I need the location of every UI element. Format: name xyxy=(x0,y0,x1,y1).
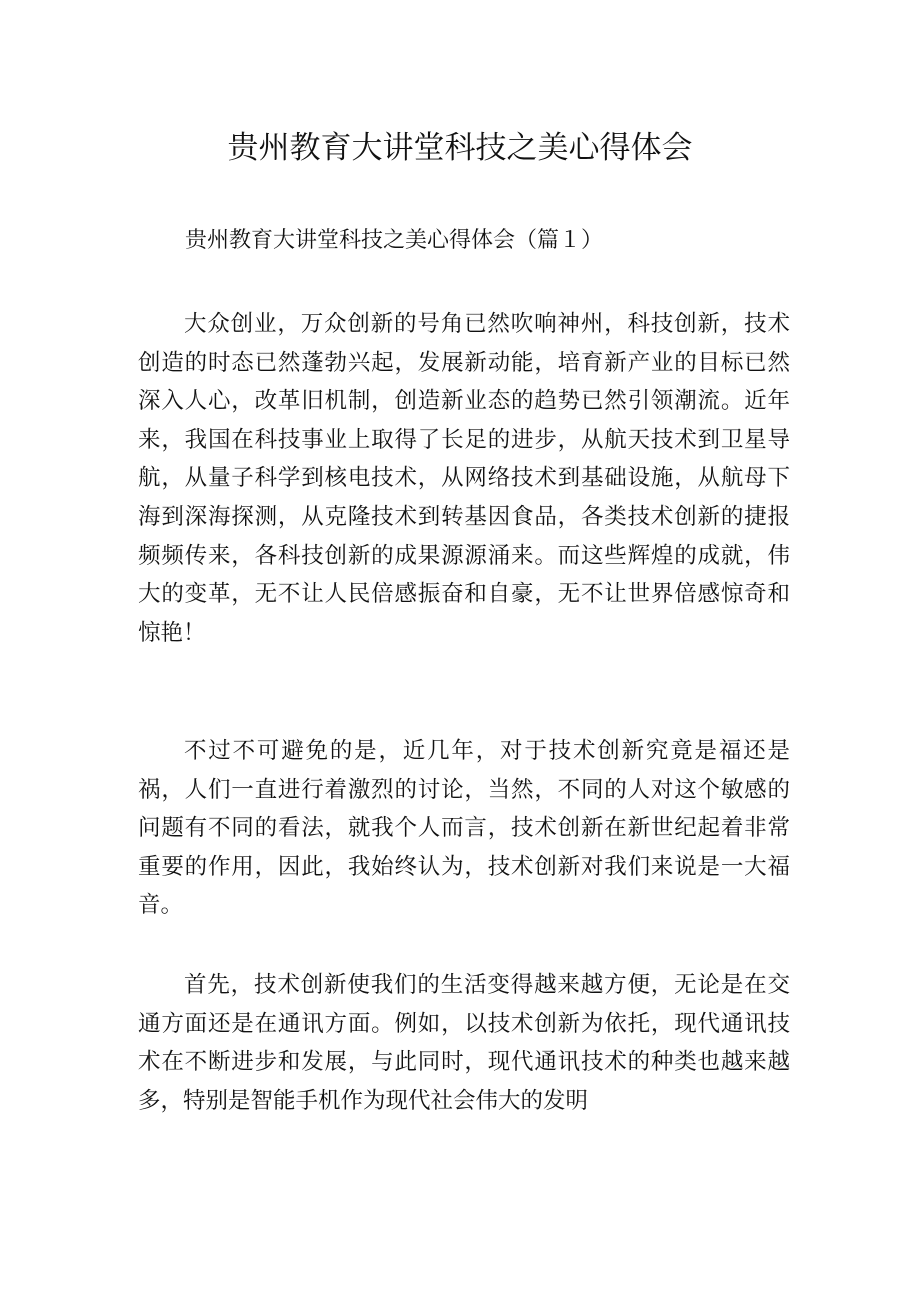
paragraph-1: 大众创业，万众创新的号角已然吹响神州，科技创新，技术创造的时态已然蓬勃兴起，发展新动能，培育新产业的目标已然深入人心，改革旧机制，创造新业态的趋势已然引领潮流。近年来，我国在科技事业上取得了长足的进步，从航天技术到卫星导航，从量子科学到核电技术，从网络技术到基础设施，从航母下海到深海探测，从克隆技术到转基因食品，各类技术创新的捷报频频传来，各科技创新的成果源源涌来。而这些辉煌的成就，伟大的变革，无不让人民倍感振奋和自豪，无不让世界倍感惊奇和惊艳！ xyxy=(138,311,790,646)
document-title: 贵州教育大讲堂科技之美心得体会 xyxy=(227,130,693,166)
paragraph-2: 不过不可避免的是，近几年，对于技术创新究竟是福还是祸，人们一直进行着激烈的讨论，当然，不同的人对这个敏感的问题有不同的看法，就我个人而言，技术创新在新世纪起着非常重要的作用，因此，我始终认为，技术创新对我们来说是一大福音。 xyxy=(138,738,790,919)
paragraph-3: 首先，技术创新使我们的生活变得越来越方便，无论是在交通方面还是在通讯方面。例如，以技术创新为依托，现代通讯技术在不断进步和发展，与此同时，现代通讯技术的种类也越来越多，特别是智能手机作为现代社会伟大的发明 xyxy=(138,972,790,1114)
section-heading: 贵州教育大讲堂科技之美心得体会（篇１） xyxy=(185,228,604,253)
